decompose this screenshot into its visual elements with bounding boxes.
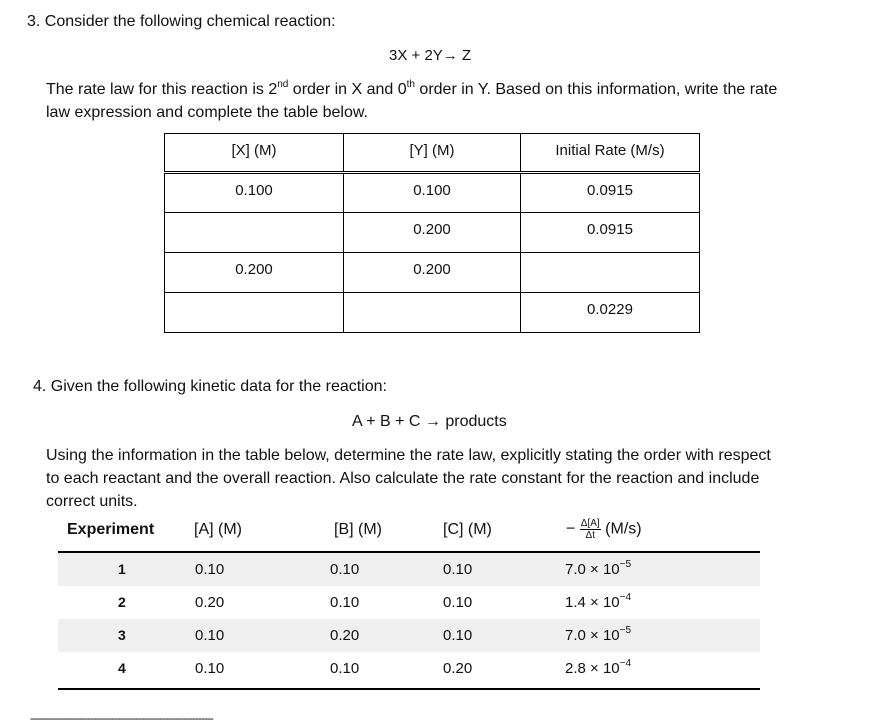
cell-a: 0.20	[195, 594, 225, 611]
table-row	[165, 293, 700, 333]
cell-x: 0.100	[165, 173, 344, 213]
cell-experiment: 1	[118, 561, 126, 577]
cell-c: 0.10	[443, 627, 473, 644]
rate-unit: (M/s)	[605, 520, 642, 538]
header-rate: Initial Rate (M/s)	[521, 134, 700, 173]
cell-y: 0.200	[344, 213, 521, 253]
intro-sup-nd: nd	[277, 79, 289, 90]
rate-exponent: −4	[619, 592, 632, 603]
cell-experiment: 4	[118, 660, 126, 676]
table-row	[165, 213, 700, 253]
cell-rate	[521, 253, 700, 293]
intro-text-b: order in X and 0	[288, 81, 407, 98]
cell-b: 0.10	[330, 594, 360, 611]
question-4-title: 4. Given the following kinetic data for the reaction:	[33, 378, 387, 395]
rate-numerator: Δ[A]	[580, 518, 600, 529]
rate-exponent: −4	[619, 658, 632, 669]
table-row	[165, 173, 700, 213]
intro-text-a: The rate law for this reaction is 2	[46, 81, 278, 98]
intro-text-c: order in Y. Based on this information, write the rate	[414, 81, 778, 98]
cell-c: 0.20	[443, 660, 473, 677]
rate-denominator: Δt	[585, 530, 595, 541]
header-experiment: Experiment	[67, 521, 155, 538]
question-3-equation: 3X + 2Y→ Z	[389, 47, 472, 64]
cell-x: 0.200	[165, 253, 344, 293]
table-row	[58, 619, 760, 652]
header-a: [A] (M)	[194, 521, 242, 538]
question-3-title: 3. Consider the following chemical reaction:	[27, 13, 336, 30]
rate-base: 7.0 × 10	[565, 561, 620, 578]
header-c: [C] (M)	[443, 521, 492, 538]
rate-fraction	[580, 518, 601, 541]
cell-rate	[565, 660, 631, 677]
intro-line-2: law expression and complete the table below.	[46, 104, 368, 121]
intro-sup-th: th	[406, 79, 415, 90]
question-4-equation: A + B + C → products	[352, 413, 507, 430]
footer-dashed-line: -------------------------------------------------------------	[30, 711, 213, 725]
cell-x	[165, 213, 344, 253]
cell-rate	[565, 561, 631, 578]
cell-a: 0.10	[195, 627, 225, 644]
cell-a: 0.10	[195, 660, 225, 677]
table-bottom-rule	[58, 688, 760, 690]
rate-sign: −	[566, 520, 576, 538]
cell-y	[344, 293, 521, 333]
cell-y: 0.100	[344, 173, 521, 213]
cell-rate	[565, 594, 631, 611]
cell-x	[165, 293, 344, 333]
rate-base: 1.4 × 10	[565, 594, 620, 611]
table-row	[58, 586, 760, 619]
table-row	[58, 553, 760, 586]
header-b: [B] (M)	[334, 521, 382, 538]
header-x: [X] (M)	[165, 134, 344, 173]
header-y: [Y] (M)	[344, 134, 521, 173]
paragraph-line: Using the information in the table below, determine the rate law, explicitly stating the order with respect	[46, 447, 771, 464]
rate-exponent: −5	[619, 625, 632, 636]
header-rate	[566, 518, 642, 541]
cell-c: 0.10	[443, 594, 473, 611]
cell-rate: 0.0229	[521, 293, 700, 333]
cell-b: 0.10	[330, 660, 360, 677]
cell-b: 0.20	[330, 627, 360, 644]
question-4-paragraph	[46, 444, 771, 513]
paragraph-line: correct units.	[46, 493, 138, 510]
table-header-row	[165, 134, 700, 173]
cell-rate: 0.0915	[521, 173, 700, 213]
question-3-intro	[46, 78, 777, 124]
rate-table-q3	[164, 133, 700, 333]
cell-experiment: 3	[118, 627, 126, 643]
rate-base: 7.0 × 10	[565, 627, 620, 644]
cell-experiment: 2	[118, 594, 126, 610]
rate-base: 2.8 × 10	[565, 660, 620, 677]
table-row	[165, 253, 700, 293]
table-row	[58, 652, 760, 685]
cell-b: 0.10	[330, 561, 360, 578]
rate-exponent: −5	[619, 559, 632, 570]
paragraph-line: to each reactant and the overall reaction. Also calculate the rate constant for the reaction and include	[46, 470, 760, 487]
cell-a: 0.10	[195, 561, 225, 578]
cell-rate	[565, 627, 631, 644]
cell-y: 0.200	[344, 253, 521, 293]
cell-rate: 0.0915	[521, 213, 700, 253]
cell-c: 0.10	[443, 561, 473, 578]
